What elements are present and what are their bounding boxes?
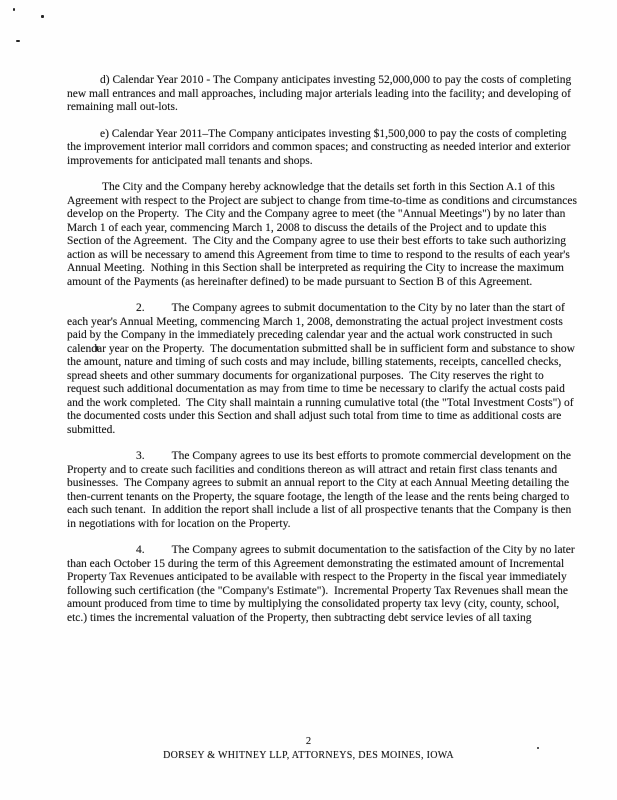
paragraph-item-4 <box>67 544 579 625</box>
paragraph-acknowledgement: The City and the Company hereby acknowledge that the details set forth in this Section A.1 of this Agreement with respect to the Project are subject to change from time-to-time as conditions and circumstances develop on the Property. The City and the Company agree to meet (the "Annual Meetings") by no later than March 1 of each year, commencing March 1, 2008 to discuss the details of the Project and to update this Section of the Agreement. The City and the Company agree to use their best efforts to take such authorizing action as will be necessary to amend this Agreement from time to time to respond to the results of each year's Annual Meeting. Nothing in this Section shall be interpreted as requiring the City to increase the maximum amount of the Payments (as hereinafter defined) to be made pursuant to Section B of this Agreement. <box>67 181 580 288</box>
paragraph-number: 4. <box>136 544 145 556</box>
law-firm-line: DORSEY & WHITNEY LLP, ATTORNEYS, DES MOINES, IOWA <box>163 750 454 761</box>
page-number: 2 <box>305 736 312 747</box>
paragraph-number: 2. <box>136 302 145 314</box>
scan-speck <box>13 8 15 11</box>
paragraph-text: The Company agrees to submit documentation to the City by no later than the start of each year's Annual Meeting, commencing March 1, 2008, demonstrating the actual project investment costs paid by the Company in the immediately preceding calendar year and the actual work constructed in such calendar year on the Property. The documentation submitted shall be in sufficient form and substance to show the amount, nature and timing of such costs and may include, billing statements, receipts, cancelled checks, spread sheets and other summary documents for organizational purposes. The City reserves the right to request such additional documentation as may from time to time be necessary to clarify the actual costs paid and the work completed. The City shall maintain a running cumulative total (the "Total Investment Costs") of the documented costs under this Section and shall adjust such total from time to time as additional costs are submitted. <box>67 302 578 436</box>
paragraph-text: The Company agrees to submit documentation to the satisfaction of the City by no later than each October 15 during the term of this Agreement demonstrating the estimated amount of Incremental Property Tax Revenues anticipated to be available with respect to the Property in the fiscal year immediately following such certification (the "Company's Estimate"). Incremental Property Tax Revenues shall mean the amount produced from time to time by multiplying the consolidated property tax levy (city, county, school, etc.) times the incremental valuation of the Property, then subtracting debt service levies of all taxing <box>67 544 578 624</box>
scan-speck <box>41 15 44 18</box>
scan-speck <box>16 40 20 42</box>
paragraph-calendar-year-2010: d) Calendar Year 2010 - The Company anticipates investing 52,000,000 to pay the costs of completing new mall entrances and mall approaches, including major arterials leading into the facility; and developing of remaining mall out-lots. <box>67 74 575 113</box>
document-body <box>67 74 579 638</box>
paragraph-number: 3. <box>136 450 145 462</box>
paragraph-calendar-year-2011: e) Calendar Year 2011–The Company anticipates investing $1,500,000 to pay the costs of completing the improvement interior mall corridors and common spaces; and constructing as needed interior and exterior improvements for anticipated mall tenants and shops. <box>67 127 574 167</box>
paragraph-text: The Company agrees to use its best efforts to promote commercial development on the Property and to create such facilities and conditions thereon as will attract and retain first class tenants and businesses. The Company agrees to submit an annual report to the City at each Annual Meeting detailing the then-current tenants on the Property, the square footage, the length of the lease and the rents being charged to each such tenant. In addition the report shall include a list of all prospective tenants that the Company is then in negotiations with for location on the Property. <box>67 450 575 530</box>
page-footer <box>0 736 617 762</box>
paragraph-item-2 <box>67 302 579 437</box>
paragraph-item-3 <box>67 450 579 531</box>
